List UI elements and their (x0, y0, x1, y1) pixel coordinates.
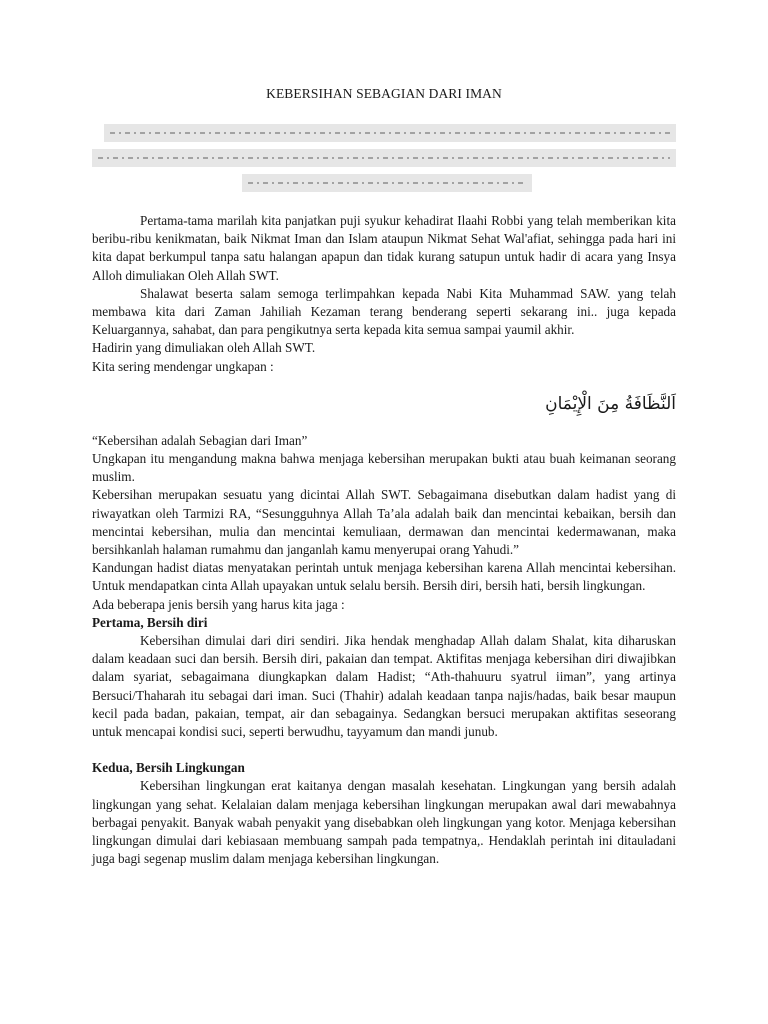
paragraph-kandungan-hadist: Kandungan hadist diatas menyatakan perintah untuk menjaga kebersihan karena Allah mencintai kebersihan. Untuk mendapatkan cinta Allah upayakan untuk selalu bersih. Bersih diri, bersih hati, bersih lingkungan. (92, 560, 676, 594)
section-gap (92, 741, 676, 759)
heading-bersih-lingkungan: Kedua, Bersih Lingkungan (92, 760, 245, 776)
arabic-quote: اَلنَّظَافَةُ مِنَ الْإِيْمَانِ (545, 393, 676, 414)
document-title: KEBERSIHAN SEBAGIAN DARI IMAN (266, 86, 502, 101)
paragraph-hadirin: Hadirin yang dimuliakan oleh Allah SWT. (92, 340, 316, 356)
arabic-opening-line-3 (242, 174, 532, 192)
arabic-opening-line-1 (104, 124, 676, 142)
arabic-opening-highlighted-lines (92, 120, 676, 196)
paragraph-shalawat: Shalawat beserta salam semoga terlimpahkan kepada Nabi Kita Muhammad SAW. yang telah membawa kita dari Zaman Jahiliah Kezaman terang benderang seperti sekarang ini.. juga kepada Keluargannya, sahabat, dan para pengikutnya serta kepada kita semua sampai yaumil akhir. (92, 285, 676, 338)
paragraph-opening-praise: Pertama-tama marilah kita panjatkan puji syukur kehadirat Ilaahi Robbi yang telah memberikan kita beribu-ribu kenikmatan, baik Nikmat Iman dan Islam ataupun Nikmat Sehat Wal'afiat, sehingga pada hari ini kita dapat berkumpul tanpa satu halangan apapun dan tidak kurang satupun untuk hadir di acara yang Insya Alloh dimuliakan Oleh Allah SWT. (92, 213, 676, 283)
paragraph-quote-translation: “Kebersihan adalah Sebagian dari Iman” (92, 432, 308, 448)
document-body (92, 212, 676, 869)
paragraph-jenis-bersih: Ada beberapa jenis bersih yang harus kita jaga : (92, 596, 345, 612)
paragraph-bersih-diri: Kebersihan dimulai dari diri sendiri. Jika hendak menghadap Allah dalam Shalat, kita diharuskan dalam keadaan suci dan bersih. Bersih diri, pakaian dan tempat. Aktifitas menjaga kebersihan diri diwajibkan dalam syariat, sebagaimana diungkapkan dalam Hadist; “Ath-thahuuru syatrul iiman”, yang artinya Bersuci/Thaharah itu sebagai dari iman. Suci (Thahir) adalah keadaan tanpa najis/hadas, baik besar maupun kecil pada badan, pakaian, tempat, air dan sebagainya. Sedangkan bersuci merupakan aktifitas seseorang untuk mencapai kondisi suci, seperti berwudhu, tayyamum dan mandi junub. (92, 633, 676, 740)
paragraph-ungkapan-intro: Kita sering mendengar ungkapan : (92, 358, 274, 374)
paragraph-hadist-tarmizi: Kebersihan merupakan sesuatu yang dicintai Allah SWT. Sebagaimana disebutkan dalam hadist yang di riwayatkan oleh Tarmizi RA, “Sesungguhnya Allah Ta’ala adalah baik dan mencintai kebaikan, bersih dan mencintai kebersihan, mulia dan mencintai kemuliaan, dermawan dan mencintai kedermawanan, maka bersihkanlah halaman rumahmu dan janganlah kamu menyerupai orang Yahudi.” (92, 487, 676, 558)
arabic-opening-line-2 (92, 149, 676, 167)
heading-bersih-diri: Pertama, Bersih diri (92, 614, 208, 630)
paragraph-meaning: Ungkapan itu mengandung makna bahwa menjaga kebersihan merupakan bukti atau buah keimanan seorang muslim. (92, 451, 676, 485)
paragraph-bersih-lingkungan: Kebersihan lingkungan erat kaitanya dengan masalah kesehatan. Lingkungan yang bersih adalah lingkungan yang sehat. Kelalaian dalam menjaga kebersihan lingkungan merupakan awal dari mewabahnya berbagai penyakit. Banyak wabah penyakit yang disebabkan oleh lingkungan yang kotor. Menjaga kebersihan lingkungan dimulai dari kebiasaan membuang sampah pada tempatnya,. Hendaklah perintah ini ditauladani juga bagi segenap muslim dalam menjaga kebersihan lingkungan. (92, 778, 676, 867)
